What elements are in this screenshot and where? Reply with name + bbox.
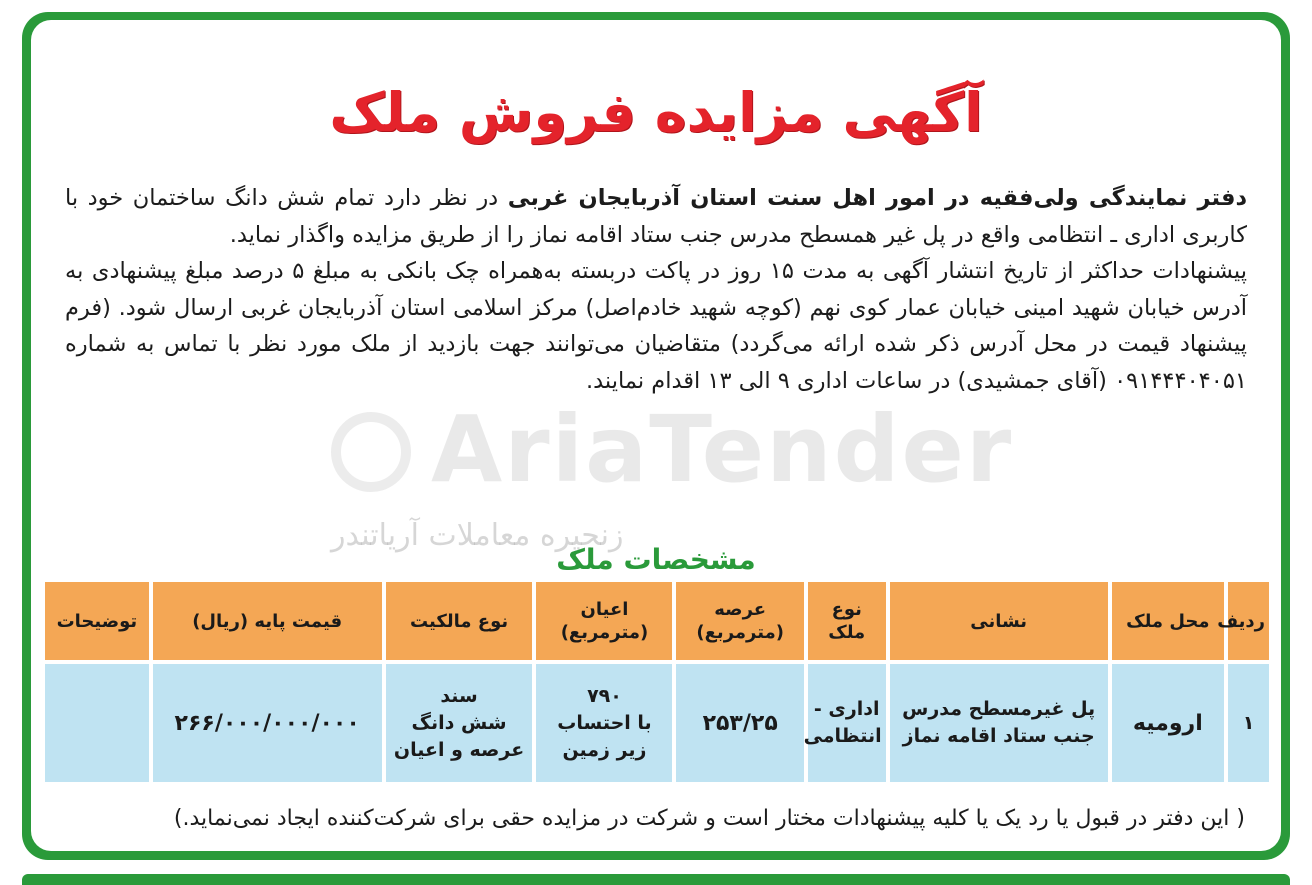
header-property-type: نوع ملک [808, 582, 886, 660]
intro-paragraph [65, 180, 1247, 253]
green-frame [22, 12, 1290, 860]
header-location: محل ملک [1112, 582, 1224, 660]
cell-address: پل غیرمسطح مدرس جنب ستاد اقامه نماز [890, 664, 1108, 782]
header-row-number: ردیف [1228, 582, 1269, 660]
header-building-area: اعیان (مترمربع) [536, 582, 672, 660]
table-header-row [45, 582, 1269, 660]
watermark-latin: AriaTender [431, 396, 1014, 503]
header-notes: توضیحات [45, 582, 149, 660]
header-base-price: قیمت پایه (ریال) [153, 582, 382, 660]
cell-row-number: ۱ [1228, 664, 1269, 782]
watermark-logo-icon [331, 412, 411, 492]
cell-notes [45, 664, 149, 782]
cell-land-area: ۲۵۳/۲۵ [676, 664, 803, 782]
header-ownership-type: نوع مالکیت [386, 582, 533, 660]
specs-table [41, 578, 1273, 786]
intro-rest: در نظر دارد تمام شش دانگ ساختمان خود با کاربری اداری ـ انتظامی واقع در پل غیر همسطح مدرس جنب ستاد اقامه نماز را از طریق مزایده واگذار نماید. [65, 185, 1247, 248]
cell-ownership-type: سند شش دانگ عرصه و اعیان [386, 664, 533, 782]
bottom-green-bar [22, 874, 1290, 885]
watermark-persian: زنجیره معاملات آریاتندر [331, 518, 624, 553]
details-paragraph: پیشنهادات حداکثر از تاریخ انتشار آگهی به مدت ۱۵ روز در پاکت دربسته به‌همراه چک بانکی به مبلغ ۵ درصد مبلغ پیشنهادی به آدرس خیابان شهید امینی خیابان عمار کوی نهم (کوچه شهید خادم‌اصل) مرکز اسلامی استان آذربایجان غربی ارسال شود. (فرم پیشنهاد قیمت در محل آدرس ذکر شده ارائه می‌گردد) متقاضیان می‌توانند جهت بازدید از ملک مورد نظر با تماس به شماره ۰۹۱۴۴۴۰۴۰۵۱ (آقای جمشیدی) در ساعات اداری ۹ الی ۱۳ اقدام نمایند. [65, 258, 1247, 394]
intro-lead: دفتر نمایندگی ولی‌فقیه در امور اهل سنت استان آذربایجان غربی [507, 185, 1247, 211]
cell-building-area: ۷۹۰ با احتساب زیر زمین [536, 664, 672, 782]
header-address: نشانی [890, 582, 1108, 660]
footer-note: ( این دفتر در قبول یا رد یک یا کلیه پیشنهادات مختار است و شرکت در مزایده حقی برای شرکت‌کننده ایجاد نمی‌نماید.) [173, 806, 1245, 831]
header-land-area: عرصه (مترمربع) [676, 582, 803, 660]
ad-body [65, 180, 1247, 399]
cell-property-type: اداری - انتظامی [808, 664, 886, 782]
ad-content [31, 20, 1281, 851]
cell-location: ارومیه [1112, 664, 1224, 782]
cell-base-price: ۲۶۶/۰۰۰/۰۰۰/۰۰۰ [153, 664, 382, 782]
watermark [311, 396, 1031, 560]
ad-title: آگهی مزایده فروش ملک [329, 81, 983, 144]
table-row [45, 664, 1269, 782]
specs-title: مشخصات ملک [556, 543, 756, 576]
